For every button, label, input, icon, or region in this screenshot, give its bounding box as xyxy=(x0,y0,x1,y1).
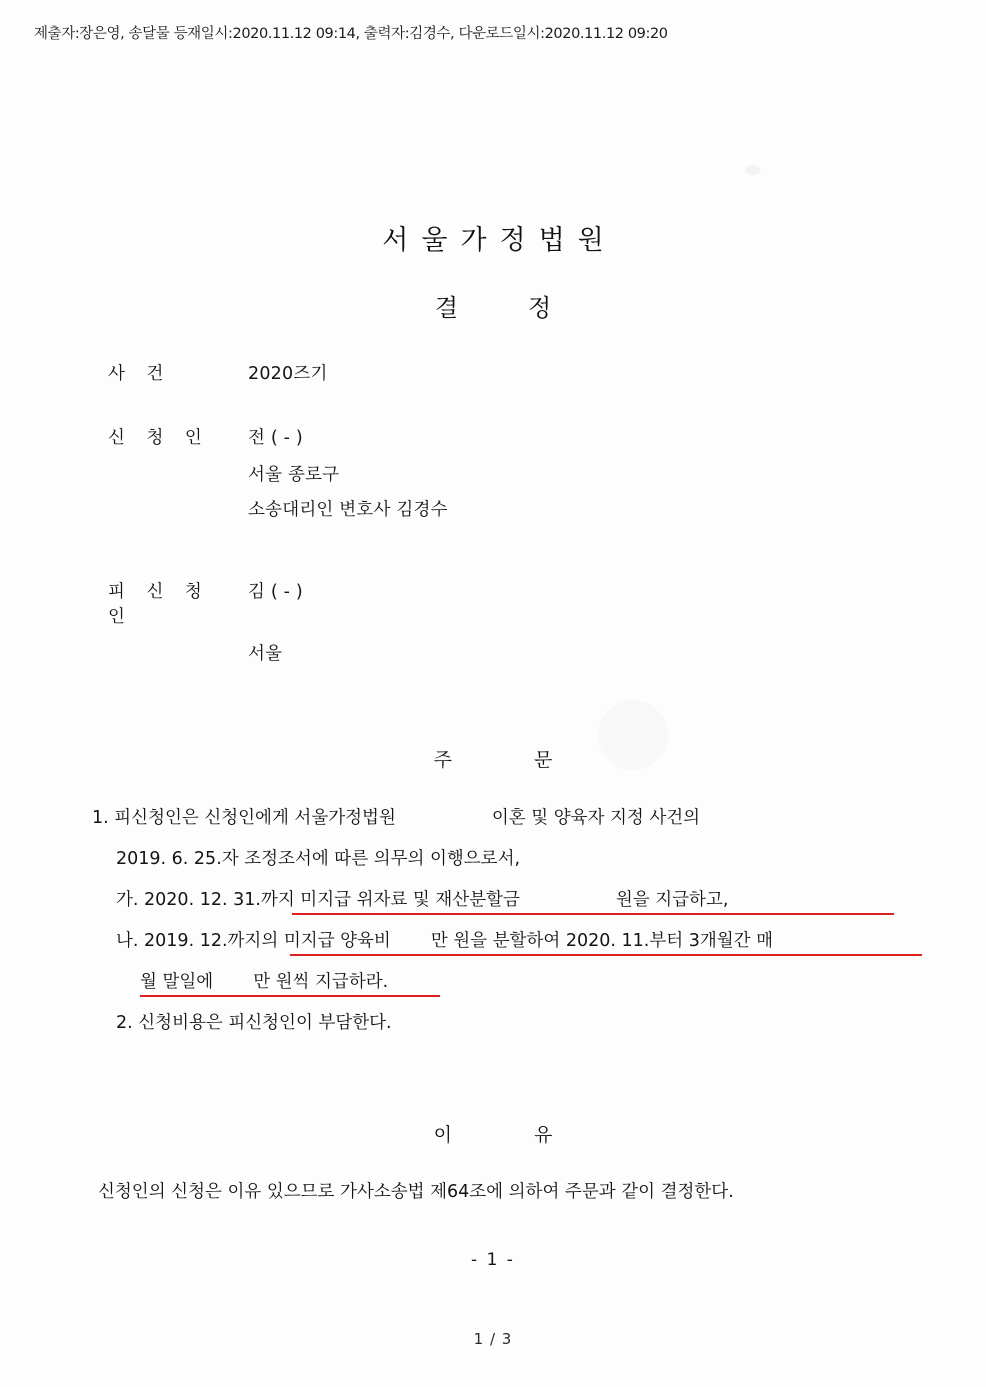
document-type-heading: 결정 xyxy=(434,294,622,322)
section-heading-reason: 이 유 xyxy=(433,1124,591,1146)
red-underline-mark xyxy=(140,995,440,997)
court-title: 서울가정법원 xyxy=(382,225,617,256)
clause-na-text-d: 월 말일에 xyxy=(140,972,214,992)
reason-body xyxy=(98,1172,928,1213)
submission-stamp-line: 제출자:장은영, 송달물 등재일시:2020.11.12 09:14, 출력자:김경수, 다운로드일시:2020.11.12 09:20 xyxy=(34,26,668,42)
clause-ga-text-c: 원을 지급하고, xyxy=(615,890,729,910)
order-item-1-clause-na xyxy=(92,921,922,962)
order-item-1-clause-ga xyxy=(92,880,922,921)
respondent-block xyxy=(108,578,928,675)
order-item-1-text-a: 1. 피신청인은 신청인에게 서울가정법원 xyxy=(92,808,396,828)
reason-text: 신청인의 신청은 이유 있으므로 가사소송법 제64조에 의하여 주문과 같이 결정한다. xyxy=(98,1182,734,1202)
page-marker: - 1 - xyxy=(471,1250,515,1270)
applicant-block xyxy=(108,424,928,531)
order-body xyxy=(92,798,922,1044)
applicant-counsel: 소송대리인 변호사 김경수 xyxy=(248,500,448,520)
clause-ga-text-a: 가. 2020. 12. 31.까지 xyxy=(116,890,301,910)
page-count: 1 / 3 xyxy=(473,1330,513,1348)
clause-na-text-b: 미지급 양육비 xyxy=(283,931,391,951)
applicant-address: 서울 종로구 xyxy=(248,465,340,485)
scan-artifact xyxy=(745,165,761,175)
order-item-1-line-2: 2019. 6. 25.자 조정조서에 따른 의무의 이행으로서, xyxy=(116,849,521,869)
case-number-label: 사 건 xyxy=(108,364,172,384)
clause-na-text-a: 나. 2019. 12.까지의 xyxy=(116,931,284,951)
respondent-label: 피 신 청 인 xyxy=(108,582,210,627)
clause-na-text-c: 만 원을 분할하여 2020. 11.부터 3개월간 매 xyxy=(430,931,774,951)
order-item-2: 2. 신청비용은 피신청인이 부담한다. xyxy=(116,1013,392,1033)
respondent-name-value: 김 ( - ) xyxy=(248,582,303,602)
order-item-1-text-b: 이혼 및 양육자 지정 사건의 xyxy=(491,808,701,828)
applicant-name-value: 전 ( - ) xyxy=(248,428,303,448)
applicant-label: 신 청 인 xyxy=(108,428,210,448)
case-number-row xyxy=(108,360,928,397)
respondent-address: 서울 xyxy=(248,644,283,664)
clause-ga-text-b: 미지급 위자료 및 재산분할금 xyxy=(300,890,520,910)
red-underline-mark xyxy=(292,913,894,915)
order-item-1-clause-na-cont xyxy=(92,962,922,1003)
section-heading-order: 주 문 xyxy=(433,749,591,771)
clause-na-text-e: 만 원씩 지급하라. xyxy=(253,972,389,992)
red-underline-mark xyxy=(290,954,922,956)
case-number-value: 2020즈기 xyxy=(248,364,328,384)
order-item-1-line-1 xyxy=(92,798,922,839)
